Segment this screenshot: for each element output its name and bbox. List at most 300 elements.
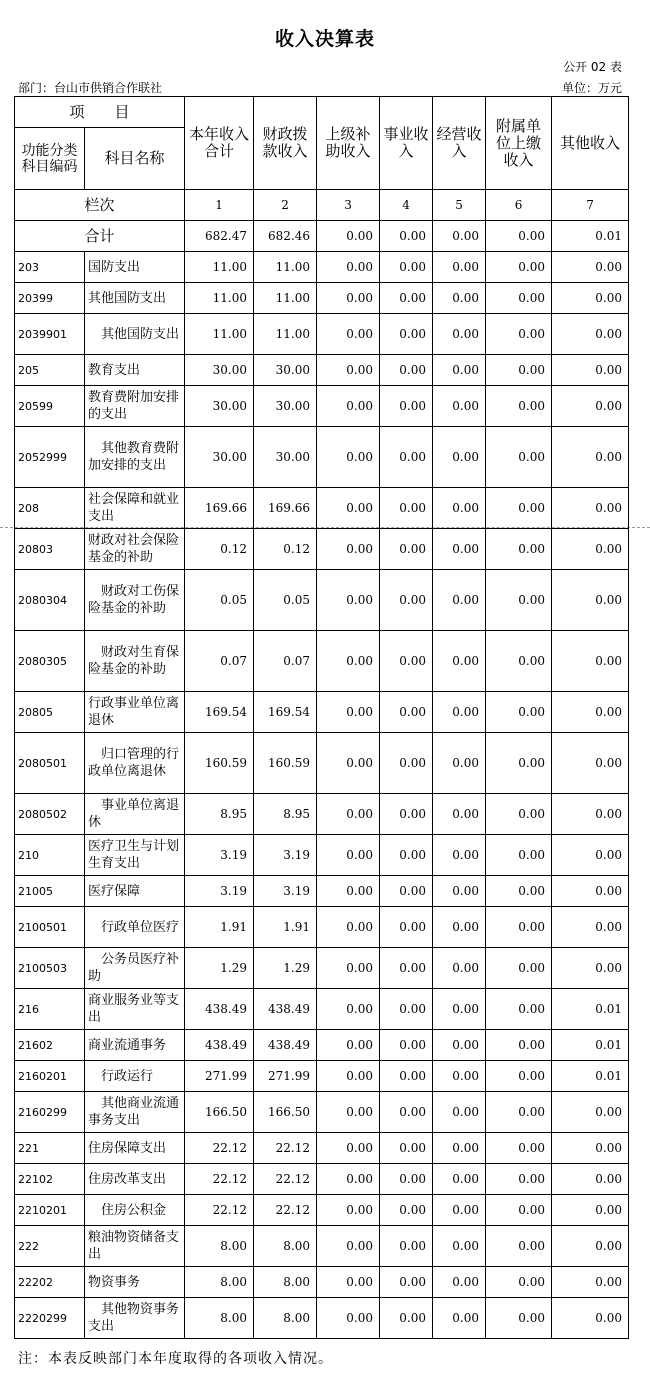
- row-name: 归口管理的行政单位离退休: [85, 733, 185, 794]
- row-value: 1.91: [254, 907, 317, 948]
- row-value: 0.00: [486, 1164, 552, 1195]
- row-value: 8.95: [254, 794, 317, 835]
- row-name: 粮油物资储备支出: [85, 1226, 185, 1267]
- row-code: 20803: [15, 529, 85, 570]
- row-value: 0.00: [380, 355, 433, 386]
- row-value: 169.54: [185, 692, 254, 733]
- row-value: 0.00: [552, 570, 629, 631]
- row-value: 0.00: [433, 1133, 486, 1164]
- total-value: 682.47: [185, 221, 254, 252]
- total-row: [15, 221, 629, 252]
- row-name: 其他国防支出: [85, 283, 185, 314]
- row-value: 169.66: [254, 488, 317, 529]
- row-value: 0.00: [486, 1226, 552, 1267]
- table-row: [15, 1061, 629, 1092]
- row-code: 2039901: [15, 314, 85, 355]
- row-value: 30.00: [185, 427, 254, 488]
- row-value: 0.00: [552, 1133, 629, 1164]
- row-value: 0.00: [552, 876, 629, 907]
- row-name: 住房公积金: [85, 1195, 185, 1226]
- row-value: 0.00: [552, 488, 629, 529]
- row-value: 0.00: [317, 355, 380, 386]
- row-value: 30.00: [254, 355, 317, 386]
- table-row: [15, 386, 629, 427]
- table-row: [15, 876, 629, 907]
- row-value: 0.01: [552, 1030, 629, 1061]
- header-col-7: 其他收入: [552, 97, 629, 190]
- row-value: 8.00: [254, 1298, 317, 1339]
- col-num: 6: [486, 190, 552, 221]
- row-code: 221: [15, 1133, 85, 1164]
- row-value: 0.00: [486, 876, 552, 907]
- header-code: 功能分类科目编码: [15, 128, 85, 190]
- row-code: 2220299: [15, 1298, 85, 1339]
- row-value: 0.00: [433, 386, 486, 427]
- row-value: 0.00: [317, 386, 380, 427]
- row-value: 0.00: [380, 733, 433, 794]
- row-value: 0.07: [185, 631, 254, 692]
- row-value: 0.00: [380, 948, 433, 989]
- row-value: 0.00: [317, 631, 380, 692]
- row-value: 0.00: [317, 1226, 380, 1267]
- row-value: 0.00: [486, 283, 552, 314]
- row-value: 11.00: [254, 252, 317, 283]
- row-value: 8.00: [185, 1226, 254, 1267]
- row-value: 0.00: [433, 1092, 486, 1133]
- row-value: 0.00: [317, 1133, 380, 1164]
- row-value: 0.00: [486, 1298, 552, 1339]
- row-value: 0.00: [433, 355, 486, 386]
- row-value: 0.00: [433, 1226, 486, 1267]
- row-value: 0.00: [317, 427, 380, 488]
- row-name: 其他商业流通事务支出: [85, 1092, 185, 1133]
- row-value: 0.00: [317, 283, 380, 314]
- row-value: 30.00: [254, 386, 317, 427]
- row-value: 0.00: [433, 283, 486, 314]
- table-row: [15, 488, 629, 529]
- row-value: 0.00: [486, 1092, 552, 1133]
- row-code: 2080304: [15, 570, 85, 631]
- row-value: 0.00: [433, 733, 486, 794]
- row-code: 205: [15, 355, 85, 386]
- row-value: 0.00: [380, 1030, 433, 1061]
- row-value: 0.00: [380, 989, 433, 1030]
- row-value: 0.00: [433, 631, 486, 692]
- row-value: 11.00: [254, 314, 317, 355]
- row-name: 物资事务: [85, 1267, 185, 1298]
- row-value: 0.00: [380, 570, 433, 631]
- row-value: 0.00: [433, 1030, 486, 1061]
- row-value: 0.00: [552, 427, 629, 488]
- row-code: 20805: [15, 692, 85, 733]
- row-value: 0.00: [380, 1164, 433, 1195]
- row-value: 0.00: [317, 907, 380, 948]
- row-value: 0.00: [486, 1195, 552, 1226]
- row-value: 0.00: [433, 692, 486, 733]
- row-value: 0.00: [317, 794, 380, 835]
- row-name: 商业流通事务: [85, 1030, 185, 1061]
- row-code: 21602: [15, 1030, 85, 1061]
- row-code: 22202: [15, 1267, 85, 1298]
- row-value: 0.00: [552, 794, 629, 835]
- row-value: 0.00: [317, 314, 380, 355]
- row-value: 11.00: [185, 283, 254, 314]
- row-value: 30.00: [254, 427, 317, 488]
- header-col-5: 经营收入: [433, 97, 486, 190]
- row-value: 0.00: [433, 488, 486, 529]
- row-code: 208: [15, 488, 85, 529]
- table-row: [15, 427, 629, 488]
- table-row: [15, 907, 629, 948]
- row-value: 0.00: [486, 733, 552, 794]
- row-code: 216: [15, 989, 85, 1030]
- row-value: 0.00: [486, 794, 552, 835]
- total-value: 0.00: [433, 221, 486, 252]
- row-value: 0.00: [552, 733, 629, 794]
- col-num: 5: [433, 190, 486, 221]
- row-value: 0.00: [552, 948, 629, 989]
- row-code: 2080502: [15, 794, 85, 835]
- row-value: 0.00: [317, 692, 380, 733]
- total-value: 0.01: [552, 221, 629, 252]
- row-value: 0.05: [185, 570, 254, 631]
- row-value: 438.49: [254, 1030, 317, 1061]
- total-value: 682.46: [254, 221, 317, 252]
- row-value: 0.00: [380, 794, 433, 835]
- row-value: 0.00: [552, 283, 629, 314]
- row-value: 0.00: [380, 907, 433, 948]
- table-row: [15, 570, 629, 631]
- row-value: 0.00: [486, 427, 552, 488]
- row-value: 3.19: [254, 876, 317, 907]
- table-row: [15, 1195, 629, 1226]
- row-name: 商业服务业等支出: [85, 989, 185, 1030]
- row-value: 0.12: [185, 529, 254, 570]
- row-value: 0.00: [486, 386, 552, 427]
- total-label: 合计: [15, 221, 185, 252]
- row-code: 2160201: [15, 1061, 85, 1092]
- table-row: [15, 1133, 629, 1164]
- header-col-4: 事业收入: [380, 97, 433, 190]
- row-value: 271.99: [185, 1061, 254, 1092]
- header-col-6: 附属单位上缴收入: [486, 97, 552, 190]
- row-name: 财政对生育保险基金的补助: [85, 631, 185, 692]
- row-value: 0.00: [486, 1133, 552, 1164]
- row-name: 事业单位离退休: [85, 794, 185, 835]
- row-value: 169.66: [185, 488, 254, 529]
- row-value: 11.00: [254, 283, 317, 314]
- row-value: 438.49: [185, 1030, 254, 1061]
- row-value: 0.00: [380, 488, 433, 529]
- row-value: 0.00: [317, 570, 380, 631]
- table-row: [15, 1226, 629, 1267]
- row-code: 2160299: [15, 1092, 85, 1133]
- row-value: 0.00: [317, 835, 380, 876]
- row-value: 0.00: [552, 1267, 629, 1298]
- row-value: 0.00: [486, 907, 552, 948]
- row-name: 住房改革支出: [85, 1164, 185, 1195]
- row-value: 0.00: [486, 1061, 552, 1092]
- row-value: 11.00: [185, 252, 254, 283]
- row-value: 1.29: [254, 948, 317, 989]
- row-value: 0.00: [380, 386, 433, 427]
- row-value: 0.00: [433, 252, 486, 283]
- row-value: 22.12: [185, 1195, 254, 1226]
- table-row: [15, 989, 629, 1030]
- row-code: 2052999: [15, 427, 85, 488]
- header-lanci: 栏次: [15, 190, 185, 221]
- row-value: 0.00: [552, 386, 629, 427]
- row-code: 2210201: [15, 1195, 85, 1226]
- row-value: 0.00: [380, 1226, 433, 1267]
- row-code: 20399: [15, 283, 85, 314]
- row-value: 22.12: [254, 1133, 317, 1164]
- row-value: 22.12: [254, 1164, 317, 1195]
- col-num: 4: [380, 190, 433, 221]
- row-value: 0.00: [552, 1164, 629, 1195]
- row-value: 0.00: [433, 948, 486, 989]
- row-value: 0.00: [380, 1061, 433, 1092]
- table-row: [15, 631, 629, 692]
- row-value: 0.00: [486, 989, 552, 1030]
- row-value: 0.00: [552, 529, 629, 570]
- row-value: 30.00: [185, 386, 254, 427]
- col-num: 1: [185, 190, 254, 221]
- col-num: 7: [552, 190, 629, 221]
- department-label: 部门：台山市供销合作联社: [18, 81, 163, 95]
- row-name: 医疗保障: [85, 876, 185, 907]
- row-value: 0.01: [552, 1061, 629, 1092]
- row-value: 0.00: [486, 948, 552, 989]
- row-value: 30.00: [185, 355, 254, 386]
- row-name: 其他国防支出: [85, 314, 185, 355]
- table-row: [15, 252, 629, 283]
- row-value: 0.00: [380, 876, 433, 907]
- row-value: 0.00: [380, 1267, 433, 1298]
- row-value: 0.00: [317, 1298, 380, 1339]
- row-value: 0.00: [552, 692, 629, 733]
- row-value: 0.00: [317, 948, 380, 989]
- total-value: 0.00: [317, 221, 380, 252]
- row-value: 0.00: [433, 794, 486, 835]
- row-value: 0.00: [380, 631, 433, 692]
- row-value: 0.00: [380, 427, 433, 488]
- table-row: [15, 314, 629, 355]
- row-value: 0.00: [317, 1092, 380, 1133]
- row-value: 0.00: [433, 314, 486, 355]
- row-value: 0.00: [486, 252, 552, 283]
- table-row: [15, 794, 629, 835]
- row-name: 行政单位医疗: [85, 907, 185, 948]
- row-value: 0.00: [486, 692, 552, 733]
- row-value: 0.00: [433, 427, 486, 488]
- row-value: 271.99: [254, 1061, 317, 1092]
- row-value: 0.00: [317, 1164, 380, 1195]
- row-value: 22.12: [254, 1195, 317, 1226]
- row-name: 其他物资事务支出: [85, 1298, 185, 1339]
- row-value: 0.00: [433, 1164, 486, 1195]
- row-name: 其他教育费附加安排的支出: [85, 427, 185, 488]
- row-name: 财政对社会保险基金的补助: [85, 529, 185, 570]
- row-name: 财政对工伤保险基金的补助: [85, 570, 185, 631]
- row-value: 169.54: [254, 692, 317, 733]
- table-row: [15, 1092, 629, 1133]
- row-value: 0.00: [317, 1030, 380, 1061]
- row-value: 0.00: [552, 1195, 629, 1226]
- row-value: 0.12: [254, 529, 317, 570]
- table-row: [15, 1164, 629, 1195]
- row-value: 0.00: [552, 631, 629, 692]
- row-value: 0.00: [317, 488, 380, 529]
- row-value: 8.95: [185, 794, 254, 835]
- row-name: 国防支出: [85, 252, 185, 283]
- table-row: [15, 529, 629, 570]
- row-value: 0.00: [380, 1133, 433, 1164]
- row-value: 3.19: [185, 835, 254, 876]
- row-value: 0.00: [433, 1298, 486, 1339]
- row-value: 0.00: [433, 876, 486, 907]
- row-value: 0.00: [552, 907, 629, 948]
- row-value: 0.00: [552, 1226, 629, 1267]
- row-value: 0.00: [380, 529, 433, 570]
- header-name: 科目名称: [85, 128, 185, 190]
- row-value: 0.00: [433, 1061, 486, 1092]
- row-code: 2080501: [15, 733, 85, 794]
- row-code: 2100503: [15, 948, 85, 989]
- row-code: 2080305: [15, 631, 85, 692]
- row-value: 0.00: [552, 252, 629, 283]
- row-code: 20599: [15, 386, 85, 427]
- row-code: 203: [15, 252, 85, 283]
- row-value: 0.00: [433, 570, 486, 631]
- table-number: 公开 02 表: [563, 60, 622, 74]
- row-value: 0.00: [486, 529, 552, 570]
- row-value: 0.07: [254, 631, 317, 692]
- row-value: 160.59: [185, 733, 254, 794]
- table-row: [15, 692, 629, 733]
- row-value: 3.19: [254, 835, 317, 876]
- row-name: 教育支出: [85, 355, 185, 386]
- header-col-3: 上级补助收入: [317, 97, 380, 190]
- unit-label: 单位：万元: [561, 81, 622, 95]
- row-value: 0.00: [317, 1061, 380, 1092]
- row-value: 0.00: [317, 733, 380, 794]
- income-table: [14, 96, 629, 1339]
- row-value: 0.00: [486, 835, 552, 876]
- row-name: 行政事业单位离退休: [85, 692, 185, 733]
- row-value: 166.50: [254, 1092, 317, 1133]
- row-name: 医疗卫生与计划生育支出: [85, 835, 185, 876]
- row-value: 0.00: [317, 1267, 380, 1298]
- row-value: 0.00: [433, 989, 486, 1030]
- row-value: 0.00: [317, 989, 380, 1030]
- row-code: 21005: [15, 876, 85, 907]
- row-value: 0.00: [552, 314, 629, 355]
- row-value: 22.12: [185, 1133, 254, 1164]
- row-code: 222: [15, 1226, 85, 1267]
- row-value: 0.00: [380, 1092, 433, 1133]
- row-value: 0.00: [552, 355, 629, 386]
- row-value: 0.00: [433, 907, 486, 948]
- row-value: 0.00: [380, 835, 433, 876]
- table-row: [15, 835, 629, 876]
- row-value: 0.00: [486, 488, 552, 529]
- row-value: 0.00: [486, 314, 552, 355]
- row-value: 0.00: [380, 283, 433, 314]
- table-row: [15, 283, 629, 314]
- row-value: 0.00: [433, 835, 486, 876]
- table-row: [15, 355, 629, 386]
- row-value: 0.00: [552, 835, 629, 876]
- table-row: [15, 1030, 629, 1061]
- row-value: 0.00: [433, 529, 486, 570]
- row-value: 22.12: [185, 1164, 254, 1195]
- row-value: 3.19: [185, 876, 254, 907]
- row-value: 0.00: [380, 314, 433, 355]
- row-value: 0.00: [552, 1092, 629, 1133]
- header-xiangmu: 项 目: [15, 97, 185, 128]
- row-value: 8.00: [254, 1226, 317, 1267]
- row-value: 0.00: [380, 1195, 433, 1226]
- row-value: 0.00: [486, 570, 552, 631]
- table-row: [15, 733, 629, 794]
- row-code: 22102: [15, 1164, 85, 1195]
- row-value: 0.00: [317, 876, 380, 907]
- row-value: 166.50: [185, 1092, 254, 1133]
- row-value: 1.91: [185, 907, 254, 948]
- page-title: 收入决算表: [274, 28, 375, 50]
- total-value: 0.00: [486, 221, 552, 252]
- row-value: 0.00: [380, 252, 433, 283]
- row-value: 0.00: [317, 252, 380, 283]
- row-value: 8.00: [185, 1298, 254, 1339]
- row-value: 160.59: [254, 733, 317, 794]
- row-value: 0.00: [486, 631, 552, 692]
- row-value: 0.01: [552, 989, 629, 1030]
- row-value: 8.00: [254, 1267, 317, 1298]
- row-name: 公务员医疗补助: [85, 948, 185, 989]
- total-value: 0.00: [380, 221, 433, 252]
- row-code: 210: [15, 835, 85, 876]
- col-num: 2: [254, 190, 317, 221]
- footnote: 注：本表反映部门本年度取得的各项收入情况。: [18, 1351, 333, 1367]
- row-name: 教育费附加安排的支出: [85, 386, 185, 427]
- row-value: 438.49: [185, 989, 254, 1030]
- header-col-1: 本年收入合计: [185, 97, 254, 190]
- row-value: 8.00: [185, 1267, 254, 1298]
- row-value: 0.00: [317, 1195, 380, 1226]
- row-name: 社会保障和就业支出: [85, 488, 185, 529]
- row-name: 行政运行: [85, 1061, 185, 1092]
- table-row: [15, 1267, 629, 1298]
- table-row: [15, 1298, 629, 1339]
- row-value: 0.00: [380, 1298, 433, 1339]
- col-num: 3: [317, 190, 380, 221]
- row-name: 住房保障支出: [85, 1133, 185, 1164]
- row-value: 0.00: [433, 1267, 486, 1298]
- row-value: 0.00: [486, 1030, 552, 1061]
- row-value: 1.29: [185, 948, 254, 989]
- row-value: 0.05: [254, 570, 317, 631]
- row-code: 2100501: [15, 907, 85, 948]
- row-value: 0.00: [486, 1267, 552, 1298]
- row-value: 0.00: [552, 1298, 629, 1339]
- row-value: 0.00: [380, 692, 433, 733]
- row-value: 0.00: [433, 1195, 486, 1226]
- header-col-2: 财政拨款收入: [254, 97, 317, 190]
- row-value: 438.49: [254, 989, 317, 1030]
- row-value: 0.00: [486, 355, 552, 386]
